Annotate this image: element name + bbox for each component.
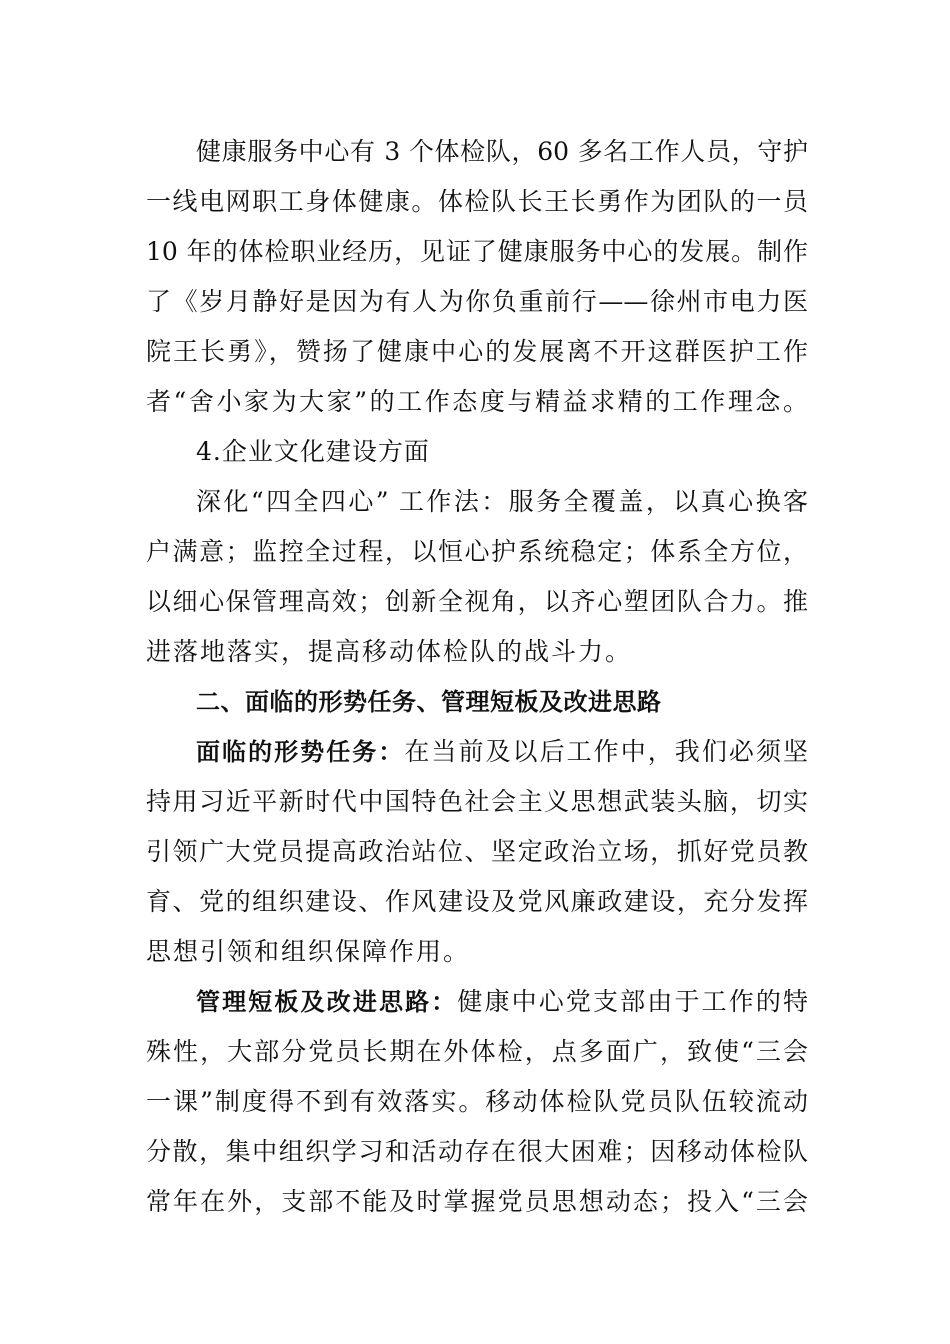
paragraph-3-line-3: 引领广大党员提高政治站位、坚定政治立场，抓好党员教 (146, 837, 808, 866)
paragraph-1-line-5: 院王长勇》，赞扬了健康中心的发展离不开这群医护工作 (146, 337, 808, 366)
paragraph-4-line-1-text: 健康中心党支部由于工作的特 (457, 987, 808, 1016)
paragraph-4-line-1 (196, 986, 808, 1018)
paragraph-2-line-4: 进落地落实，提高移动体检队的战斗力。 (146, 637, 633, 666)
paragraph-1-line-4: 了《岁月静好是因为有人为你负重前行——徐州市电力医 (146, 287, 808, 316)
paragraph-3-line-5: 思想引领和组织保障作用。 (146, 937, 471, 966)
paragraph-1-line-3: 10 年的体检职业经历，见证了健康服务中心的发展。制作 (146, 237, 808, 266)
paragraph-4-line-3: 一课”制度得不到有效落实。移动体检队党员队伍较流动 (146, 1087, 808, 1116)
paragraph-4-line-5: 常年在外，支部不能及时掌握党员思想动态；投入“三会 (146, 1187, 808, 1216)
paragraph-3-line-1 (196, 736, 808, 768)
paragraph-4-line-2: 殊性，大部分党员长期在外体检，点多面广，致使“三会 (146, 1037, 808, 1066)
paragraph-4-line-4: 分散，集中组织学习和活动存在很大困难；因移动体检队 (146, 1137, 808, 1166)
paragraph-1-line-1: 健康服务中心有 3 个体检队，60 多名工作人员，守护 (196, 137, 808, 166)
paragraph-3-line-1-text: 在当前及以后工作中，我们必须坚 (404, 737, 808, 766)
paragraph-3-line-2: 持用习近平新时代中国特色社会主义思想武装头脑，切实 (146, 787, 808, 816)
paragraph-3-line-4: 育、党的组织建设、作风建设及党风廉政建设，充分发挥 (146, 887, 808, 916)
section-2-heading: 二、面临的形势任务、管理短板及改进思路 (196, 688, 662, 716)
paragraph-2-line-3: 以细心保管理高效；创新全视角，以齐心塑团队合力。推 (146, 587, 808, 616)
paragraph-1-line-6: 者“舍小家为大家”的工作态度与精益求精的工作理念。 (146, 387, 808, 416)
paragraph-3-lead: 面临的形势任务： (196, 738, 405, 766)
section-4-title: 4.企业文化建设方面 (196, 437, 430, 466)
paragraph-2-line-1: 深化“四全四心” 工作法：服务全覆盖，以真心换客 (196, 487, 808, 516)
paragraph-2-line-2: 户满意；监控全过程，以恒心护系统稳定；体系全方位， (146, 537, 808, 566)
paragraph-1-line-2: 一线电网职工身体健康。体检队长王长勇作为团队的一员 (146, 187, 808, 216)
paragraph-4-lead: 管理短板及改进思路： (196, 988, 458, 1016)
